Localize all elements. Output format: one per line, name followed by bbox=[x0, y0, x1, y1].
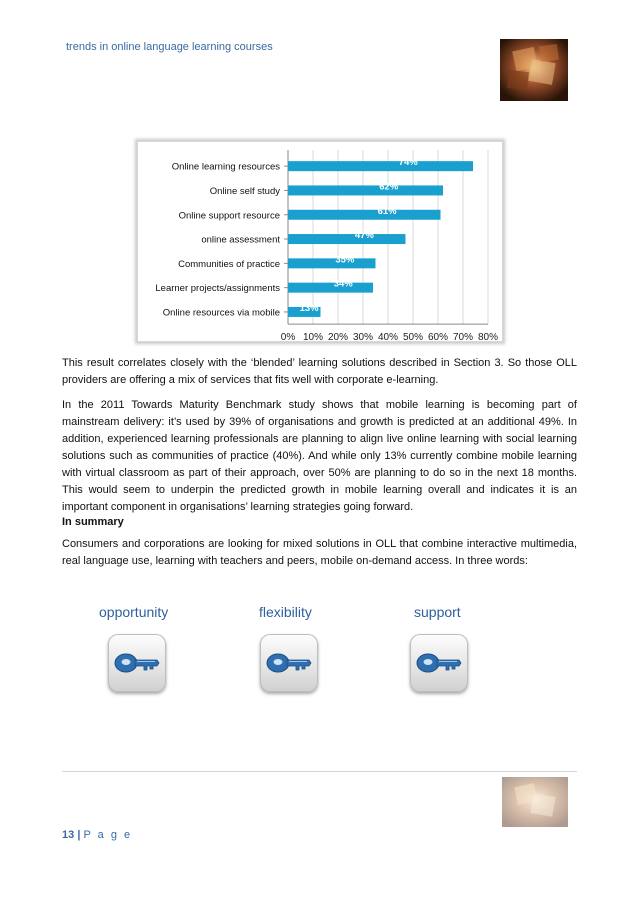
key-tile-flexibility bbox=[260, 634, 318, 692]
abstract-squares-logo bbox=[500, 39, 568, 101]
category-label: Online support resource bbox=[178, 210, 280, 222]
data-label: 74% bbox=[398, 157, 418, 169]
key-tile-opportunity bbox=[108, 634, 166, 692]
abstract-squares-logo bbox=[502, 777, 568, 827]
paragraph-summary: Consumers and corporations are looking for mixed solutions in OLL that combine interactive multimedia, real language use, learning with teachers and peers, mobile on-demand access. In three words: bbox=[62, 538, 577, 567]
data-label: 13% bbox=[299, 302, 319, 314]
section-heading: In summary bbox=[62, 516, 124, 528]
x-tick-label: 60% bbox=[427, 332, 449, 341]
footer-separator: | bbox=[77, 829, 81, 841]
data-label: 61% bbox=[377, 205, 397, 217]
page-footer bbox=[62, 829, 132, 841]
bar bbox=[288, 185, 443, 195]
data-label: 35% bbox=[335, 254, 355, 266]
x-tick-label: 70% bbox=[452, 332, 474, 341]
key-tile-support bbox=[410, 634, 468, 692]
x-tick-label: 0% bbox=[280, 332, 296, 341]
bar-chart bbox=[137, 141, 503, 342]
x-tick-label: 50% bbox=[402, 332, 424, 341]
paragraph-blended: This result correlates closely with the ‘blended’ learning solutions described in Section 3. So those OLL providers are offering a mix of services that fits well with corporate e-learning. bbox=[62, 357, 577, 386]
key-icon bbox=[113, 648, 161, 678]
bar bbox=[288, 210, 441, 220]
category-label: Learner projects/assignments bbox=[155, 283, 280, 295]
keyword-flexibility: flexibility bbox=[259, 604, 312, 620]
category-label: online assessment bbox=[201, 234, 280, 246]
data-label: 34% bbox=[333, 278, 353, 290]
bar bbox=[288, 283, 373, 293]
key-icon bbox=[415, 648, 463, 678]
running-header: trends in online language learning courses bbox=[66, 41, 273, 53]
category-label: Communities of practice bbox=[178, 258, 280, 270]
category-label: Online resources via mobile bbox=[162, 307, 280, 319]
keyword-support: support bbox=[414, 604, 461, 620]
key-icon bbox=[265, 648, 313, 678]
keyword-opportunity: opportunity bbox=[99, 604, 169, 620]
bar bbox=[288, 258, 376, 268]
page-number: 13 bbox=[62, 829, 75, 841]
x-tick-label: 40% bbox=[377, 332, 399, 341]
page-label: P a g e bbox=[83, 829, 133, 841]
category-label: Online learning resources bbox=[171, 161, 280, 173]
x-tick-label: 30% bbox=[352, 332, 374, 341]
category-label: Online self study bbox=[209, 185, 280, 197]
x-tick-label: 10% bbox=[302, 332, 324, 341]
footer-divider bbox=[62, 771, 577, 772]
x-tick-label: 20% bbox=[327, 332, 349, 341]
bar bbox=[288, 161, 473, 171]
bar bbox=[288, 234, 406, 244]
paragraph-benchmark: In the 2011 Towards Maturity Benchmark study shows that mobile learning is becoming part of mainstream delivery: it’s used by 39% of organisations and growth is predicted at an additional 49%. In addition, experienced learning professionals are planning to align live online learning with social learning solutions such as communities of practice (40%). And while only 13% currently combine mobile learning with virtual classroom as part of their approach, over 50% are planning to do so in the next 18 months. This would seem to underpin the predicted growth in mobile learning overall and indicates it is an important component in organisations’ learning strategies going forward. bbox=[62, 399, 577, 513]
data-label: 62% bbox=[379, 181, 399, 193]
x-tick-label: 80% bbox=[477, 332, 499, 341]
data-label: 47% bbox=[354, 230, 374, 242]
